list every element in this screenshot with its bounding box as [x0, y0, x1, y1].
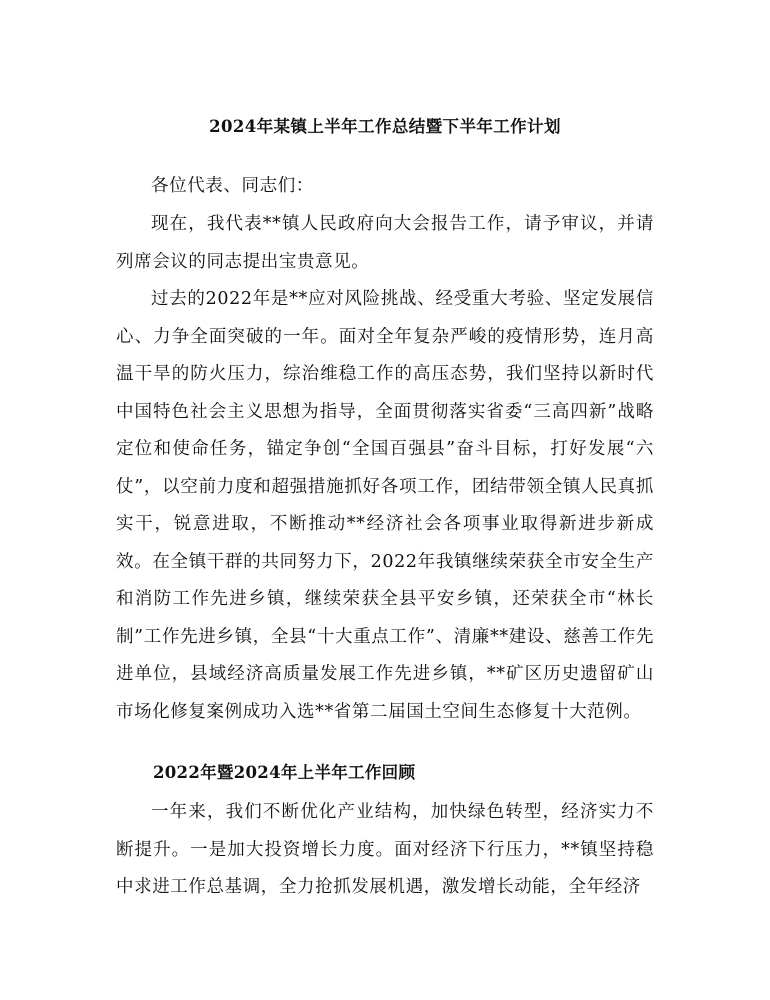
- year-2022-paragraph: 过去的2022年是**应对风险挑战、经受重大考验、坚定发展信心、力争全面突破的一年。面对全年复杂严峻的疫情形势，连月高温干旱的防火压力，综治维稳工作的高压态势，我们坚持以新时代中国特色社会主义思想为指导，全面贯彻落实省委“三高四新”战略定位和使命任务，锚定争创“全国百强县”奋斗目标，打好发展“六仗”，以空前力度和超强措施抓好各项工作，团结带领全镇人民真抓实干，锐意进取，不断推动**经济社会各项事业取得新进步新成效。在全镇干群的共同努力下，2022年我镇继续荣获全市安全生产和消防工作先进乡镇，继续荣获全县平安乡镇，还荣获全市“林长制”工作先进乡镇，全县“十大重点工作”、清廉**建设、慈善工作先进单位，县域经济高质量发展工作先进乡镇，**矿区历史遗留矿山市场化修复案例成功入选**省第二届国土空间生态修复十大范例。: [116, 289, 654, 722]
- review-paragraph: 一年来，我们不断优化产业结构，加快绿色转型，经济实力不断提升。一是加大投资增长力度。面对经济下行压力，**镇坚持稳中求进工作总基调，全力抢抓发展机遇，激发增长动能，全年经济: [116, 802, 654, 897]
- document-title: 2024年某镇上半年工作总结暨下半年工作计划: [209, 117, 561, 136]
- intro-paragraph: 现在，我代表**镇人民政府向大会报告工作，请予审议，并请列席会议的同志提出宝贵意见。: [116, 214, 654, 272]
- salutation: 各位代表、同志们：: [151, 176, 314, 196]
- section-heading: 2022年暨2024年上半年工作回顾: [153, 763, 416, 782]
